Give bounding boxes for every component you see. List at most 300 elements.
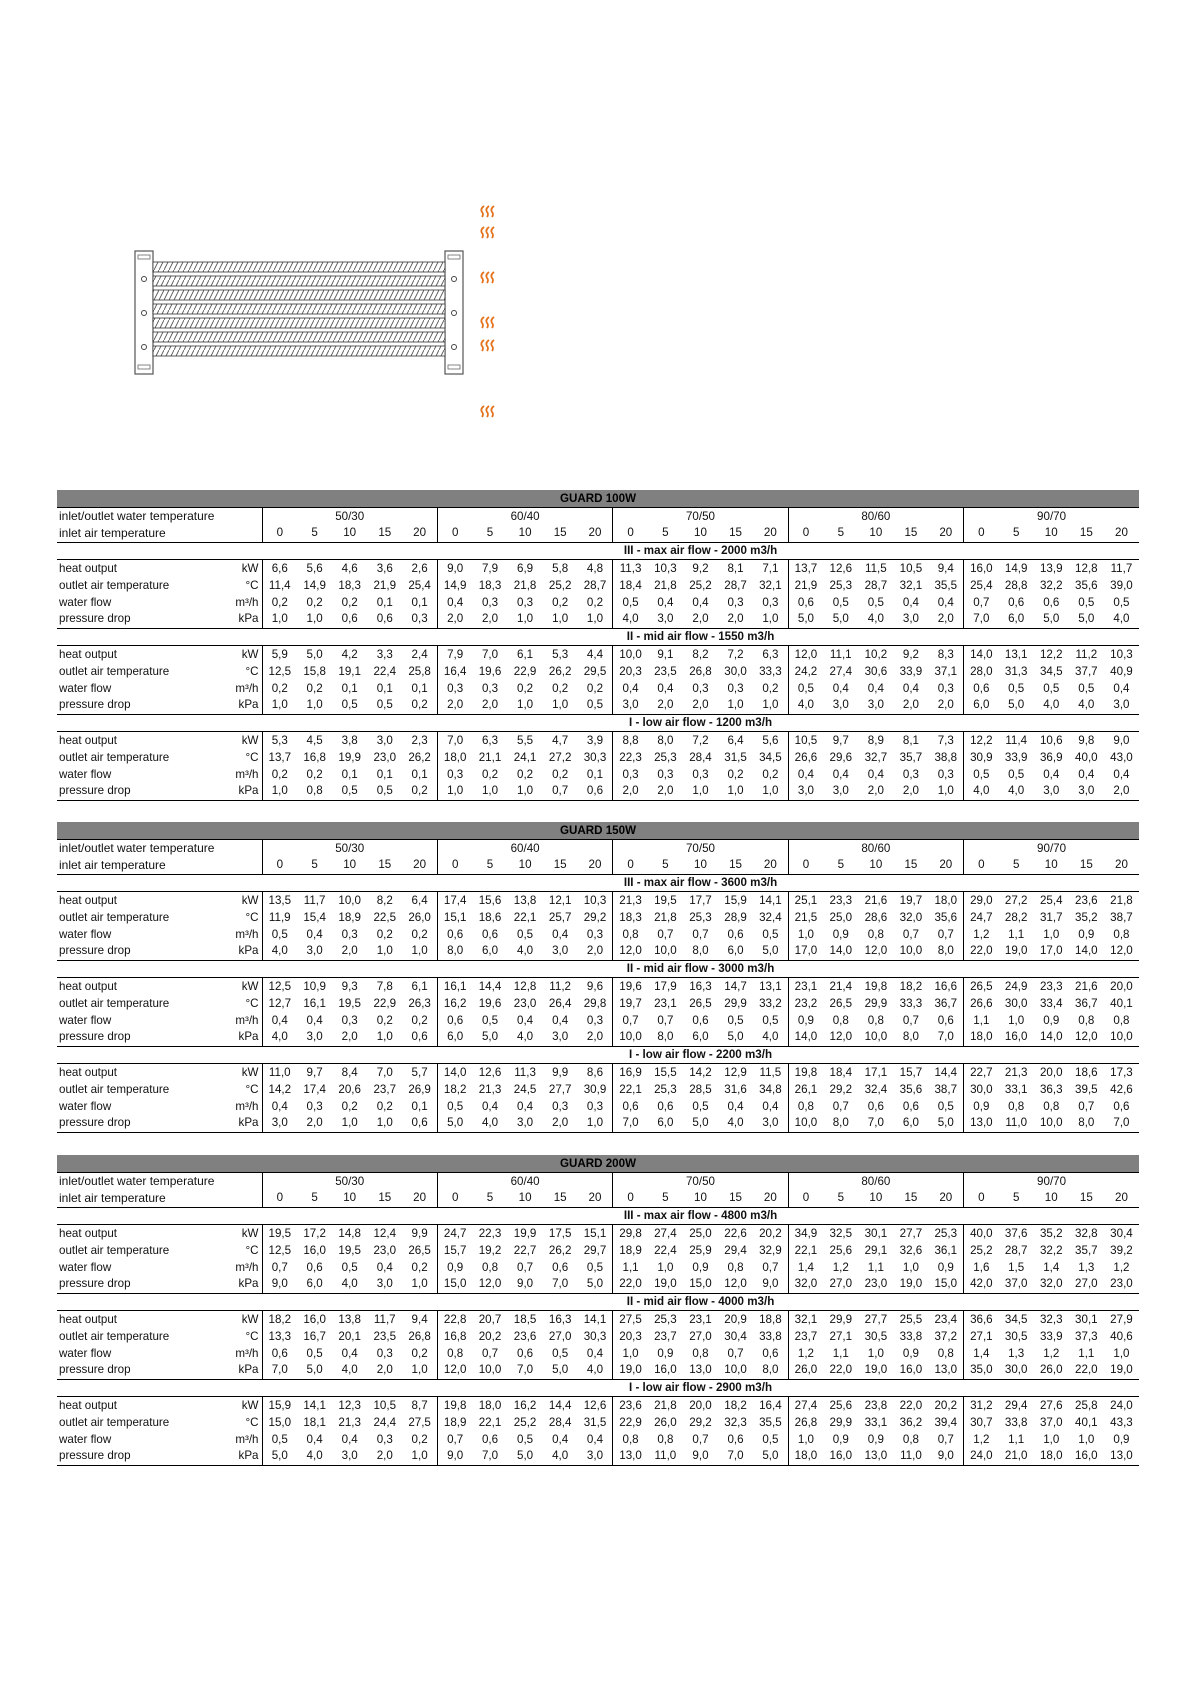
- air-temp-header: 10: [683, 857, 718, 874]
- value-cell: 29,9: [864, 996, 888, 1010]
- value-cell: 16,7: [303, 1329, 326, 1343]
- value-cell: 23,1: [654, 996, 677, 1010]
- data-row-water: [57, 1012, 1139, 1029]
- value-cell: 10,0: [1104, 1029, 1139, 1046]
- value-cell: 7,2: [692, 733, 709, 747]
- value-cell: 12,6: [583, 1398, 607, 1412]
- value-cell: 26,5: [829, 996, 853, 1010]
- value-cell: 1,0: [753, 697, 788, 714]
- row-label: outlet air temperature: [59, 750, 170, 764]
- value-cell: 11,4: [1005, 733, 1028, 747]
- value-cell: 0,3: [902, 767, 919, 781]
- value-cell: 8,0: [648, 1029, 683, 1046]
- air-temp-header: 5: [472, 1190, 507, 1207]
- value-cell: 30,0: [724, 664, 747, 678]
- value-cell: 0,5: [762, 927, 779, 941]
- row-label: heat output: [59, 733, 118, 747]
- value-cell: 0,7: [727, 1346, 744, 1360]
- value-cell: 11,4: [262, 577, 297, 594]
- value-cell: 4,0: [508, 1029, 543, 1046]
- value-cell: 29,8: [613, 1225, 648, 1242]
- value-cell: 14,0: [788, 1029, 823, 1046]
- value-cell: 16,4: [437, 663, 472, 680]
- heat-wave-icon: [480, 205, 496, 219]
- value-cell: 33,4: [1039, 996, 1063, 1010]
- value-cell: 0,5: [306, 1346, 323, 1360]
- value-cell: 4,6: [341, 561, 358, 575]
- unit-label: m³/h: [235, 681, 259, 695]
- unit-label: kPa: [234, 1362, 262, 1379]
- value-cell: 0,4: [262, 1098, 297, 1115]
- value-cell: 10,5: [899, 561, 923, 575]
- value-cell: 0,9: [937, 1260, 954, 1274]
- value-cell: 25,9: [689, 1243, 712, 1257]
- value-cell: 5,8: [552, 561, 569, 575]
- data-row-water: [57, 926, 1139, 943]
- value-cell: 26,6: [788, 749, 823, 766]
- value-cell: 25,6: [829, 1243, 853, 1257]
- value-cell: 0,8: [657, 1432, 674, 1446]
- value-cell: 0,4: [552, 1432, 569, 1446]
- value-cell: 18,4: [829, 1065, 853, 1079]
- value-cell: 29,0: [964, 892, 999, 909]
- value-cell: 1,4: [788, 1259, 823, 1276]
- value-cell: 23,0: [513, 996, 537, 1010]
- value-cell: 17,9: [654, 979, 677, 993]
- value-cell: 32,7: [864, 750, 888, 764]
- value-cell: 22,8: [437, 1311, 472, 1328]
- value-cell: 12,7: [262, 995, 297, 1012]
- value-cell: 4,8: [586, 561, 604, 575]
- value-cell: 15,6: [478, 893, 502, 907]
- value-cell: 21,8: [654, 1398, 677, 1412]
- value-cell: 30,0: [1004, 996, 1028, 1010]
- value-cell: 22,1: [788, 1242, 823, 1259]
- value-cell: 16,2: [513, 1398, 537, 1412]
- value-cell: 4,0: [858, 611, 893, 628]
- value-cell: 32,0: [899, 910, 923, 924]
- value-cell: 22,0: [823, 1362, 858, 1379]
- row-label: pressure drop: [57, 1448, 234, 1465]
- section-row: [57, 960, 1139, 978]
- value-cell: 1,0: [578, 611, 613, 628]
- value-cell: 26,8: [408, 1329, 431, 1343]
- value-cell: 13,8: [513, 893, 537, 907]
- air-temp-header: 20: [1104, 525, 1139, 542]
- value-cell: 0,5: [762, 1013, 779, 1027]
- value-cell: 22,1: [478, 1415, 502, 1429]
- value-cell: 13,5: [262, 892, 297, 909]
- row-label: heat output: [59, 1065, 118, 1079]
- value-cell: 0,7: [543, 783, 578, 800]
- value-cell: 39,2: [1110, 1243, 1133, 1257]
- value-cell: 32,3: [1039, 1312, 1063, 1326]
- unit-label: kPa: [234, 943, 262, 960]
- value-cell: 28,6: [864, 910, 888, 924]
- value-cell: 21,4: [829, 979, 853, 993]
- value-cell: 7,0: [376, 1065, 393, 1079]
- value-cell: 33,1: [864, 1415, 888, 1429]
- value-cell: 21,3: [1004, 1065, 1028, 1079]
- temperature-label: inlet/outlet water temperature: [57, 1173, 262, 1190]
- value-cell: 27,7: [899, 1226, 923, 1240]
- value-cell: 30,6: [864, 664, 888, 678]
- unit-label: °C: [245, 664, 259, 678]
- value-cell: 29,5: [583, 664, 607, 678]
- unit-label: °C: [245, 996, 259, 1010]
- value-cell: 14,0: [964, 646, 999, 663]
- value-cell: 23,7: [788, 1328, 823, 1345]
- air-temp-header: 20: [402, 525, 437, 542]
- value-cell: 10,0: [893, 943, 928, 960]
- value-cell: 3,0: [297, 1029, 332, 1046]
- value-cell: 1,0: [367, 943, 402, 960]
- value-cell: 25,4: [1039, 893, 1063, 907]
- value-cell: 0,2: [411, 1432, 428, 1446]
- value-cell: 20,6: [338, 1082, 361, 1096]
- unit-label: °C: [245, 578, 259, 592]
- value-cell: 1,0: [332, 1115, 367, 1132]
- value-cell: 25,5: [899, 1312, 923, 1326]
- value-cell: 32,0: [1034, 1276, 1069, 1293]
- heat-wave-icon: [480, 271, 496, 285]
- value-cell: 16,0: [999, 1029, 1034, 1046]
- value-cell: 6,4: [727, 733, 744, 747]
- value-cell: 0,7: [657, 1013, 674, 1027]
- value-cell: 0,3: [586, 1013, 604, 1027]
- value-cell: 10,0: [472, 1362, 507, 1379]
- value-cell: 12,0: [823, 1029, 858, 1046]
- value-cell: 40,6: [1110, 1329, 1133, 1343]
- value-cell: 12,6: [829, 561, 853, 575]
- value-cell: 6,3: [481, 733, 499, 747]
- value-cell: 23,0: [1104, 1276, 1139, 1293]
- section-row: [57, 628, 1139, 646]
- value-cell: 1,0: [543, 697, 578, 714]
- value-cell: 0,3: [727, 595, 744, 609]
- value-cell: 0,9: [657, 1346, 674, 1360]
- value-cell: 0,8: [1043, 1099, 1060, 1113]
- value-cell: 0,7: [657, 927, 674, 941]
- value-cell: 2,0: [613, 783, 648, 800]
- value-cell: 33,9: [899, 664, 923, 678]
- value-cell: 0,9: [832, 927, 849, 941]
- value-cell: 4,0: [332, 1276, 367, 1293]
- value-cell: 29,8: [583, 996, 607, 1010]
- value-cell: 32,1: [759, 578, 782, 592]
- value-cell: 0,6: [552, 1260, 569, 1274]
- value-cell: 4,0: [718, 1115, 753, 1132]
- value-cell: 0,6: [437, 926, 472, 943]
- value-cell: 18,0: [1034, 1448, 1069, 1465]
- value-cell: 1,5: [1008, 1260, 1025, 1274]
- value-cell: 10,0: [788, 1115, 823, 1132]
- value-cell: 0,6: [902, 1099, 919, 1113]
- value-cell: 18,0: [934, 893, 958, 907]
- value-cell: 9,7: [306, 1065, 323, 1079]
- value-cell: 18,3: [478, 578, 502, 592]
- value-cell: 23,0: [858, 1276, 893, 1293]
- value-cell: 0,2: [481, 767, 499, 781]
- value-cell: 0,3: [552, 1099, 569, 1113]
- value-cell: 0,4: [341, 1346, 358, 1360]
- row-label: water flow: [59, 1099, 112, 1113]
- row-label: outlet air temperature: [59, 1082, 170, 1096]
- value-cell: 0,3: [481, 595, 499, 609]
- air-flow-section-label: III - max air flow - 4800 m3/h: [262, 1207, 1139, 1225]
- value-cell: 3,0: [788, 783, 823, 800]
- value-cell: 0,7: [692, 927, 709, 941]
- value-cell: 5,0: [306, 647, 323, 661]
- value-cell: 1,0: [1078, 1432, 1095, 1446]
- value-cell: 3,0: [1069, 783, 1104, 800]
- value-cell: 23,2: [788, 995, 823, 1012]
- value-cell: 0,6: [517, 1346, 534, 1360]
- unit-label: kW: [241, 979, 259, 993]
- air-temp-header: 15: [718, 857, 753, 874]
- value-cell: 2,0: [683, 697, 718, 714]
- value-cell: 0,8: [297, 783, 332, 800]
- air-temp-header: 10: [332, 525, 367, 542]
- value-cell: 27,7: [864, 1312, 888, 1326]
- value-cell: 7,0: [964, 611, 999, 628]
- value-cell: 43,0: [1110, 750, 1133, 764]
- value-cell: 32,0: [788, 1276, 823, 1293]
- value-cell: 0,2: [517, 767, 534, 781]
- value-cell: 0,4: [517, 1099, 534, 1113]
- value-cell: 1,0: [508, 697, 543, 714]
- value-cell: 31,5: [583, 1415, 607, 1429]
- value-cell: 1,3: [1078, 1260, 1095, 1274]
- value-cell: 9,2: [692, 561, 709, 575]
- value-cell: 21,8: [654, 578, 677, 592]
- value-cell: 12,0: [858, 943, 893, 960]
- value-cell: 23,6: [513, 1329, 537, 1343]
- value-cell: 0,2: [306, 767, 323, 781]
- air-temp-header: 5: [472, 857, 507, 874]
- data-row-water: [57, 1259, 1139, 1276]
- value-cell: 35,6: [934, 910, 958, 924]
- value-cell: 0,5: [341, 1260, 358, 1274]
- unit-label: m³/h: [235, 595, 259, 609]
- value-cell: 4,4: [586, 647, 604, 661]
- air-temp-header: 20: [1104, 857, 1139, 874]
- row-label: outlet air temperature: [59, 578, 170, 592]
- value-cell: 18,9: [437, 1414, 472, 1431]
- unit-label: kW: [241, 1226, 259, 1240]
- row-label: outlet air temperature: [59, 1329, 170, 1343]
- value-cell: 14,4: [934, 1065, 958, 1079]
- value-cell: 32,2: [1039, 578, 1063, 592]
- value-cell: 18,2: [724, 1398, 747, 1412]
- group-header: 70/50: [613, 1173, 788, 1190]
- value-cell: 0,9: [788, 1012, 823, 1029]
- row-label: pressure drop: [57, 1029, 234, 1046]
- value-cell: 17,4: [437, 892, 472, 909]
- value-cell: 7,0: [543, 1276, 578, 1293]
- value-cell: 7,0: [472, 1448, 507, 1465]
- value-cell: 0,7: [1078, 1099, 1095, 1113]
- row-label: water flow: [59, 681, 112, 695]
- value-cell: 0,6: [1043, 595, 1060, 609]
- value-cell: 0,2: [306, 595, 323, 609]
- value-cell: 36,2: [899, 1415, 923, 1429]
- value-cell: 14,2: [262, 1081, 297, 1098]
- row-label: pressure drop: [57, 1115, 234, 1132]
- value-cell: 21,3: [613, 892, 648, 909]
- value-cell: 34,5: [1004, 1312, 1028, 1326]
- value-cell: 26,6: [964, 995, 999, 1012]
- value-cell: 0,9: [867, 1432, 884, 1446]
- value-cell: 0,5: [867, 595, 884, 609]
- value-cell: 40,0: [964, 1225, 999, 1242]
- value-cell: 36,6: [964, 1311, 999, 1328]
- value-cell: 0,8: [1113, 927, 1130, 941]
- value-cell: 36,9: [1039, 750, 1063, 764]
- value-cell: 25,2: [548, 578, 572, 592]
- value-cell: 12,2: [964, 732, 999, 749]
- value-cell: 25,4: [408, 578, 431, 592]
- value-cell: 25,2: [964, 1242, 999, 1259]
- value-cell: 1,0: [683, 783, 718, 800]
- value-cell: 8,1: [902, 733, 919, 747]
- value-cell: 35,0: [964, 1362, 999, 1379]
- air-temp-header: 0: [613, 525, 648, 542]
- unit-label: kPa: [234, 1448, 262, 1465]
- value-cell: 0,5: [1008, 681, 1025, 695]
- value-cell: 22,7: [513, 1243, 537, 1257]
- value-cell: 11,0: [648, 1448, 683, 1465]
- air-temp-header: 0: [964, 525, 999, 542]
- value-cell: 5,0: [543, 1362, 578, 1379]
- value-cell: 6,1: [411, 979, 428, 993]
- value-cell: 28,8: [1004, 578, 1028, 592]
- value-cell: 31,5: [724, 750, 747, 764]
- temperature-label: inlet/outlet water temperature: [57, 508, 262, 525]
- value-cell: 16,0: [303, 1243, 326, 1257]
- value-cell: 2,0: [437, 611, 472, 628]
- value-cell: 0,2: [411, 1346, 428, 1360]
- data-row-heat: [57, 560, 1139, 577]
- value-cell: 1,0: [402, 1362, 437, 1379]
- value-cell: 19,0: [613, 1362, 648, 1379]
- air-temp-header: 0: [613, 1190, 648, 1207]
- value-cell: 36,7: [1075, 996, 1098, 1010]
- value-cell: 5,0: [753, 1448, 788, 1465]
- air-temp-header: 20: [928, 857, 963, 874]
- value-cell: 28,7: [864, 578, 888, 592]
- value-cell: 32,8: [1075, 1226, 1098, 1240]
- value-cell: 3,0: [543, 943, 578, 960]
- value-cell: 27,4: [788, 1397, 823, 1414]
- value-cell: 39,5: [1075, 1082, 1098, 1096]
- unit-label: °C: [245, 910, 259, 924]
- value-cell: 8,0: [437, 943, 472, 960]
- value-cell: 8,0: [1069, 1115, 1104, 1132]
- air-temp-header: 15: [367, 857, 402, 874]
- value-cell: 22,0: [964, 943, 999, 960]
- value-cell: 8,6: [586, 1065, 604, 1079]
- inlet-air-label: inlet air temperature: [57, 857, 262, 874]
- table-title: GUARD 200W: [57, 1155, 1139, 1173]
- value-cell: 0,6: [727, 1432, 744, 1446]
- value-cell: 16,1: [303, 996, 326, 1010]
- value-cell: 0,5: [613, 594, 648, 611]
- value-cell: 0,2: [762, 767, 779, 781]
- value-cell: 1,0: [262, 611, 297, 628]
- air-temp-header: 10: [1034, 1190, 1069, 1207]
- value-cell: 15,4: [303, 910, 326, 924]
- value-cell: 22,6: [724, 1226, 747, 1240]
- value-cell: 0,6: [692, 1013, 709, 1027]
- value-cell: 2,0: [578, 943, 613, 960]
- air-temp-header: 10: [683, 525, 718, 542]
- value-cell: 12,0: [437, 1362, 472, 1379]
- value-cell: 24,5: [513, 1082, 537, 1096]
- value-cell: 32,5: [829, 1226, 853, 1240]
- value-cell: 21,8: [654, 910, 677, 924]
- data-row-drop: [57, 1029, 1139, 1046]
- row-label: pressure drop: [57, 943, 234, 960]
- value-cell: 1,2: [788, 1345, 823, 1362]
- value-cell: 0,9: [1113, 1432, 1130, 1446]
- value-cell: 10,3: [583, 893, 607, 907]
- value-cell: 26,3: [408, 996, 431, 1010]
- value-cell: 3,0: [1034, 783, 1069, 800]
- value-cell: 0,4: [376, 1260, 393, 1274]
- unit-label: m³/h: [235, 1260, 259, 1274]
- value-cell: 29,2: [829, 1082, 853, 1096]
- air-temp-header: 0: [788, 857, 823, 874]
- value-cell: 7,0: [718, 1448, 753, 1465]
- air-flow-section-label: II - mid air flow - 3000 m3/h: [262, 960, 1139, 978]
- value-cell: 0,3: [481, 681, 499, 695]
- value-cell: 2,0: [648, 697, 683, 714]
- value-cell: 20,0: [1039, 1065, 1063, 1079]
- value-cell: 2,0: [472, 697, 507, 714]
- value-cell: 0,2: [586, 681, 604, 695]
- value-cell: 32,1: [788, 1311, 823, 1328]
- value-cell: 18,2: [437, 1081, 472, 1098]
- air-temp-header: 0: [262, 1190, 297, 1207]
- value-cell: 2,0: [543, 1115, 578, 1132]
- value-cell: 2,4: [411, 647, 428, 661]
- value-cell: 22,3: [613, 749, 648, 766]
- value-cell: 0,5: [692, 1099, 709, 1113]
- value-cell: 2,0: [332, 1029, 367, 1046]
- value-cell: 22,9: [513, 664, 537, 678]
- value-cell: 14,1: [303, 1398, 326, 1412]
- air-temp-header: 20: [753, 1190, 788, 1207]
- value-cell: 5,0: [508, 1448, 543, 1465]
- value-cell: 16,9: [613, 1064, 648, 1081]
- value-cell: 11,1: [829, 647, 852, 661]
- value-cell: 2,6: [411, 561, 428, 575]
- air-temp-header: 15: [543, 525, 578, 542]
- value-cell: 4,0: [262, 943, 297, 960]
- unit-label: kW: [241, 1312, 259, 1326]
- value-cell: 0,5: [332, 783, 367, 800]
- table-title-row: [57, 822, 1139, 840]
- data-row-outlet: [57, 577, 1139, 594]
- value-cell: 0,5: [437, 1098, 472, 1115]
- value-cell: 2,0: [367, 1362, 402, 1379]
- value-cell: 25,0: [829, 910, 853, 924]
- value-cell: 17,7: [689, 893, 712, 907]
- value-cell: 34,8: [759, 1082, 782, 1096]
- value-cell: 2,3: [411, 733, 428, 747]
- value-cell: 6,0: [718, 943, 753, 960]
